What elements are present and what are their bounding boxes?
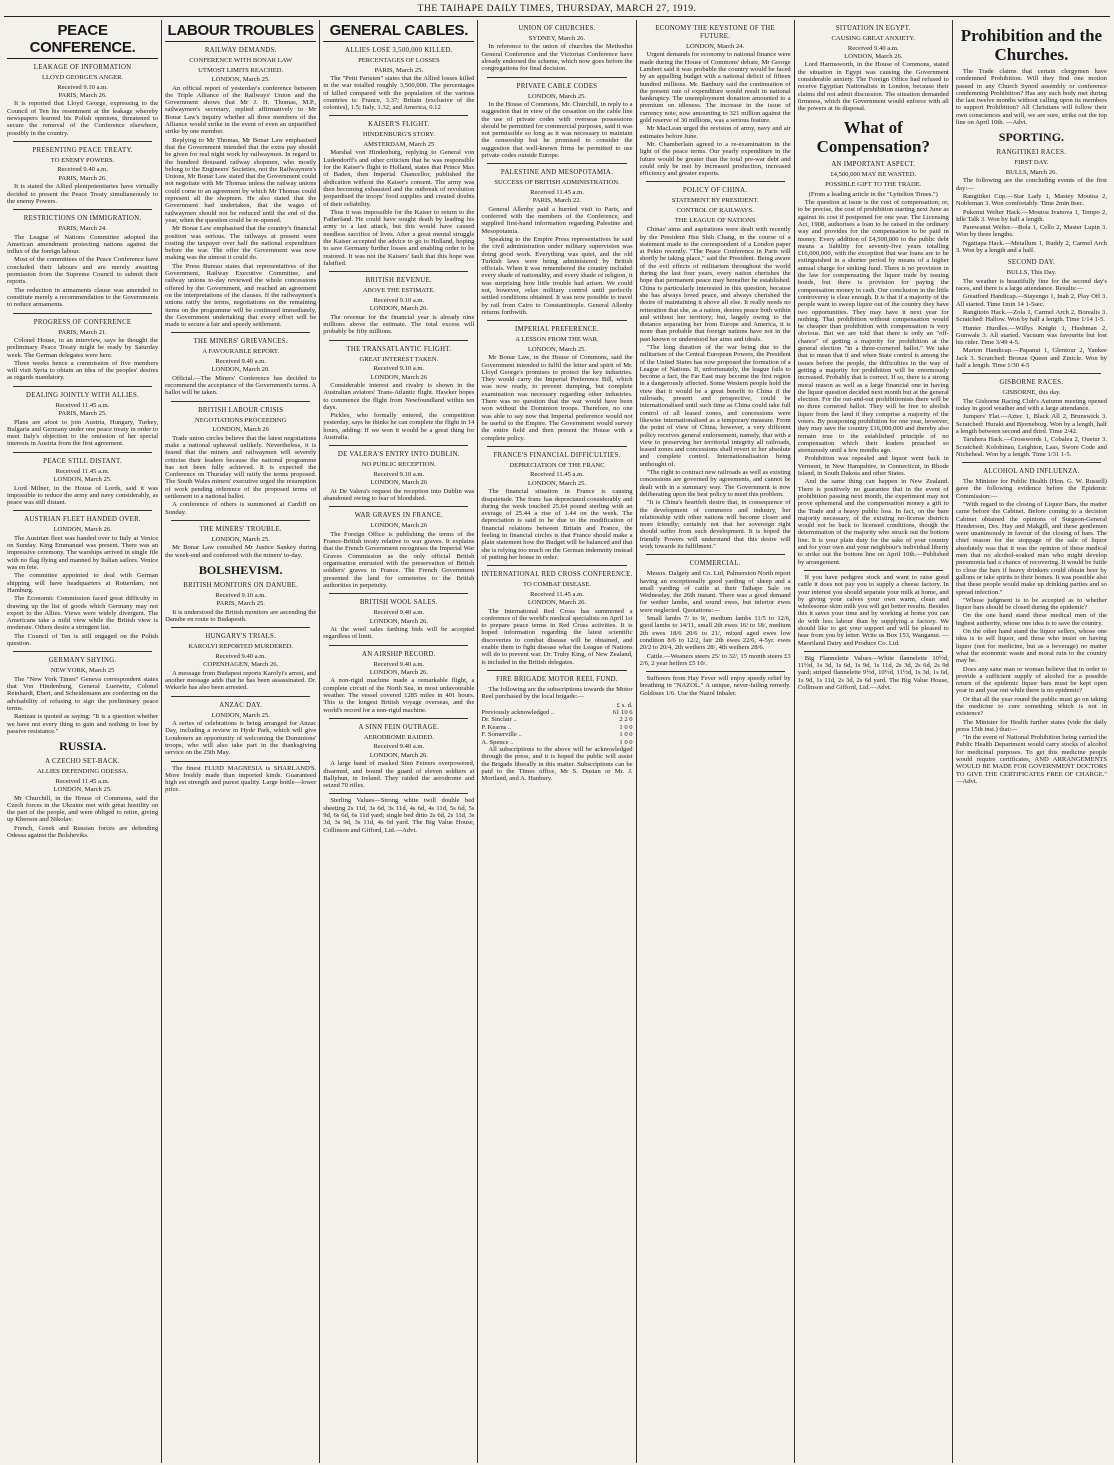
dateline: LONDON, March 25. <box>527 479 587 487</box>
headline: PROGRESS OF CONFERENCE <box>33 318 132 326</box>
received-line: Received 9.40 a.m. <box>57 166 108 174</box>
source-note: (From a leading article in the "Lyttelton Times.") <box>808 190 938 198</box>
divider <box>487 163 626 164</box>
dateline: BULLS, March 26. <box>1005 168 1058 176</box>
column-6 <box>795 20 953 1463</box>
divider <box>13 651 152 652</box>
headline: AUSTRIAN FLEET HANDED OVER. <box>24 516 141 524</box>
received-line: Received 9.10 a.m. <box>373 365 425 373</box>
headline: SITUATION IN EGYPT. <box>835 25 911 32</box>
divider <box>962 462 1101 463</box>
divider <box>487 446 626 447</box>
subheadline: ALLIES DEFENDING ODESSA. <box>37 768 129 776</box>
divider <box>13 452 152 453</box>
article-paragraph: All subscriptions to the above will be acknowledged through the press, and it is hoped the public will assist the Brigade liberally in this matter. Subscriptions can be paid to the Times office, Mr S. Dustan or Mr. J. Mortland, and A. Hanbury. <box>481 745 633 783</box>
subscription-row: F. Somerville .. 1 0 0 <box>481 731 633 739</box>
divider <box>13 141 152 142</box>
article-paragraph: The Council of Ten is still engaged on the Polish question. <box>7 632 159 648</box>
article-paragraph: Parewanui Welter.—Bola 1, Cello 2, Master Lupin 3. Won by three lengths. <box>955 224 1107 239</box>
headline: GISBORNE RACES. <box>999 379 1064 387</box>
article-paragraph: Mr Bonar Law consulted Mr Justice Sankey during the week-end and conferred with the miners' to-day. <box>165 544 317 559</box>
section-title: LABOUR TROUBLES <box>165 22 316 42</box>
divider <box>171 696 310 697</box>
divider <box>487 565 626 566</box>
dateline: LONDON, March 26 <box>212 426 269 434</box>
divider <box>329 645 468 646</box>
dateline: LONDON, March 24. <box>686 43 745 50</box>
divider <box>329 506 468 507</box>
dateline: PARIS, March 24. <box>58 225 107 233</box>
divider <box>646 181 785 182</box>
advertisement: Sufferers from Hay Fever will enjoy speedy relief by breathing in "NAZOL." A unique, never-failing remedy. Goldoses 1/6. Use the Nazol Inhaler. <box>639 675 791 697</box>
subheadline: TO COMBAT DISEASE. <box>522 581 592 589</box>
divider <box>646 671 785 672</box>
headline: UNION OF CHURCHES. <box>518 25 596 32</box>
article-paragraph: A series of celebrations is being arranged for Anzac Day, including a review in Hyde Park, which will give Londoners an opportunity of welcoming the Dominions' troops, who will also take part in the thanksgiving service on the 25th May. <box>165 720 317 757</box>
dateline: PARIS, March 25. <box>58 410 107 418</box>
headline: PEACE STILL DISTANT. <box>43 457 123 465</box>
headline: FRANCE'S FINANCIAL DIFFICULTIES. <box>493 451 621 459</box>
subheadline: HINDENBURG'S STORY. <box>362 131 435 139</box>
divider <box>329 593 468 594</box>
dateline: LONDON, March 26. <box>53 526 112 534</box>
article-paragraph: A non-rigid machine made a remarkable flight, a complete circuit of the North Sea, in most unfavourable weather. The vessel covered 1285 miles in 401 hours. This is the longest British voyage overseas, and the world's record for a non-rigid machine. <box>323 677 475 714</box>
article-paragraph: A large band of masked Sinn Feiners overpowered, disarmed, and bound the guard of eleven soldiers at Ballyhun, in Ireland. They raided the aerodrome and seized 70 rifles. <box>323 760 475 790</box>
dateline: LONDON, March 25. <box>211 76 270 84</box>
subheadline: £4,500,000 MAY BE WASTED. <box>830 171 917 179</box>
received-line: Received 9.10 a.m. <box>373 470 425 478</box>
article-paragraph: The reduction in armaments clause was amended to constitute merely a recommendation to the Governments to reduce armaments. <box>7 286 159 309</box>
article-paragraph: Messrs. Dalgety and Co. Ltd, Palmerston North report having an exceptionally good yarding of sheep and a small yarding of cattle at their Taihape Sale on Wednesday, the 26th instant. There was a good demand for wether lambs, and sound ewes, but inferior ewes were neglected. Quotations:— <box>639 570 791 614</box>
subheadline: PERCENTAGES OF LOSSES <box>358 57 440 64</box>
article-paragraph: The following are the subscriptions towards the Motor Reel purchased by the local brigade:— <box>481 685 633 701</box>
article-paragraph: The question at issue is the cost of compensation; or, to be precise, the cost of prohibition starting next June as against its cost if postponed for one year. The Licensing Act, 1908, authorises a loan to be raised in the ordinary way and provides for the compensation to be paid in money. Every addition of £4,500,000 to the public debt means a liability for seventy-five years totalling £16,000,000, with the exception that war loans are to be extinguished in a shorter period by means of a higher annual charge for sinking fund. There is no provision in the law for compensating the liquor trade by issuing bonds, but there is provision for paying the compensation money in cash. Our conclusion in the little controversy is clear enough. It is that if a majority of the people want to sweep liquor out of the country they have two opportunities. They may have it next year for nothing. That prohibition without compensation would be cheaper than prohibition with compensation is very obvious. But we are told that there is only an "off-chance" of getting a majority for prohibition at the general election "in a three-cornered ballot." We take that to mean that if and when State control is among the issues before the people, the difficulties in the way of getting a majority for prohibition will be enormously increased. Probably that is correct. If so, there is a strong moral reason as well as a large financial one in having the liquor question decided next month but at the general election. For the out-and-out prohibitionists there will be no three cornered ballot. They will be free to abolish liquor from the land if they comprise a majority of the voters. By postponing prohibition for one year, however, they may save the country £16,000,000 and thereby also remain true to the established principle of no compensation which their leaders preached so strenuously until a few months ago. <box>797 199 949 455</box>
dateline: PARIS, March 26. <box>58 174 107 182</box>
divider <box>329 718 468 719</box>
divider <box>13 510 152 511</box>
column-1 <box>4 20 162 1463</box>
divider <box>804 570 943 571</box>
headline: GERMANY SHYING. <box>48 657 117 665</box>
subheadline: AERODROME RAIDED. <box>363 733 434 741</box>
divider <box>13 386 152 387</box>
received-line: Received 9.40 a.m. <box>373 660 425 668</box>
headline: ECONOMY THE KEYSTONE OF THE FUTURE. <box>655 25 775 40</box>
divider <box>487 320 626 321</box>
received-line: Received 9.10 a.m. <box>57 83 108 91</box>
article-paragraph: The "Petit Parisien" states that the Allied losses killed in the war totalled roughly 3,500,000. The percentages of killed compared with the population of the various countries is: France, 3.37; Britain (exclusive of the colonies), 1.5; Italy, 1.32; and America, 0.12 <box>323 75 475 112</box>
article-paragraph: It is understood the British monitors are ascending the Danube en route to Budapesth. <box>165 608 317 624</box>
divider <box>329 445 468 446</box>
article-paragraph: Mr Churchill, in the House of Commons, said the Czech forces in the Ukraine met with great hostility on the part of the people, and were obliged to retire, giving up Kherson and Nikolav. <box>7 794 159 824</box>
article-paragraph: Thus it was impossible for the Kaiser to return to the Fatherland. He could have sought death by leading his army to a last attack, but this would have caused needless sacrifice of lives. After a great mental struggle the Kaiser accepted the advice to go to Holland, hoping to save Germany further losses and enabling order to be restored. It was not the Kaisers' fault that this hope was falsified. <box>323 208 475 267</box>
subscription-row: A. Spence .. 1 0 0 <box>481 738 633 746</box>
article-paragraph: Marshal von Hindenburg, replying to General von Ludendorff's and other criticism that he was responsible for the Kaiser's flight to Holland, states that Prince Max of Baden, then Imperial Chancellor, published the abdication without the Kaiser's consent. The army was then becoming exhausted and the outbreak of revolution jeopardised the troops' food supplies and created doubts of their reliability. <box>323 149 475 208</box>
article-paragraph: Rantzau is quoted as saying: "It is a question whether we have not every thing to gain and nothing to lose by passive resistance." <box>7 713 159 735</box>
dateline: LONDON, March 26 <box>370 373 428 381</box>
article-paragraph: The Minister for Health further states (vide the daily press 15th inst.) that:— <box>955 718 1107 733</box>
subheadline: FIRST DAY. <box>1014 159 1049 167</box>
headline: DE VALERA'S ENTRY INTO DUBLIN. <box>337 451 460 459</box>
subheadline: UTMOST LIMITS REACHED. <box>198 66 284 74</box>
headline: DEALING JOINTLY WITH ALLIES. <box>26 391 140 399</box>
dateline: LONDON, March 26 <box>370 522 428 530</box>
article-paragraph: The Gisborne Racing Club's Autumn meeting opened today in good weather and with a large attendance. <box>955 397 1107 413</box>
article-paragraph: It is stated the Allied plenipotentiaries have virtually decided to present the Peace Treaty simultaneously to the enemy Powers. <box>7 183 159 205</box>
headline: A SINN FEIN OUTRAGE. <box>358 723 440 731</box>
received-line: Received 11.45 a.m. <box>55 401 110 409</box>
subheadline: THE LEAGUE OF NATIONS <box>674 216 756 224</box>
article-paragraph: Taruhera Hack.—Crosswords 1, Cobalea 2, Ouetur 3. Scratched: Kolohinau, Leighton, Lass, Swore Code and Nicheheal. Won by a length. Time 1/31 1-5. <box>955 436 1107 458</box>
article-paragraph: Urgent demands for economy to national finance were made during the House of Commons' debate, Mr George Lambert said it was probable the country would be faced by an appalling budget with a national deficit of fifteen hundred millions. Mr. Banbury said the continuation of the present rate of expenditure would result in national bankruptcy. The unemployment donation amounted to a premium on idleness. The increase in the issue of currency note, now amounting to 321 million against the gold reserve of 30 millions, was a serious feature. <box>639 51 791 125</box>
currency-header: £ s. d. <box>616 701 633 709</box>
headline: THE MINERS' GRIEVANCES. <box>193 338 288 346</box>
dateline: LONDON, March 26. <box>369 617 428 625</box>
divider <box>329 340 468 341</box>
dateline: LONDON, March 26 <box>370 479 428 487</box>
subscription-row: P. Kearns .. 1 0 0 <box>481 723 633 731</box>
dateline: LONDON, March 25. <box>211 535 270 543</box>
headline: IMPERIAL PREFERENCE. <box>515 326 599 334</box>
dateline: LONDON, March 25. <box>527 92 587 100</box>
columns <box>4 20 1110 1463</box>
received-line: Received 11.45 a.m. <box>55 777 110 785</box>
headline: BRITISH REVENUE. <box>365 277 433 285</box>
subheadline: GREAT INTEREST TAKEN. <box>359 355 439 363</box>
dateline: PARIS, March 25. <box>374 66 424 74</box>
headline: BRITISH MONITORS ON DANUBE. <box>183 581 299 589</box>
article-paragraph: Mr. Chamberlain agreed to a re-examination in the light of the peace terms. Our yearly expenditure in the future would be greater than the total pre-war debt and could only be met by increased production, increased efficiency and greater exports. <box>639 140 791 178</box>
article-paragraph: An official report of yesterday's conference between the Triple Alliance of the Railways' Union and the Government shows that Mr J. H. Thomas, M.P., railwaymen's secretary, replied affirmatively to Mr Bonar Law's inquiry whether all three members of the Alliance would strike in the event of even an unjustified strike by one member. <box>165 84 317 136</box>
dateline: LONDON, March 25. <box>211 711 270 719</box>
headline: PALESTINE AND MESOPOTAMIA. <box>500 169 614 177</box>
section-title: What of Compensation? <box>816 118 930 157</box>
subheadline: SUCCESS OF BRITISH ADMINISTRATION. <box>494 179 620 187</box>
subheadline: NO PUBLIC RECEPTION. <box>361 461 436 469</box>
article-paragraph: The committee appointed to deal with German shipping will have headquarters at Rotterdam, not Hamburg. <box>7 572 159 594</box>
headline: POLICY OF CHINA. <box>682 187 748 195</box>
article-paragraph: A conference of others is summoned at Cardiff on Sunday. <box>165 501 317 516</box>
article-paragraph: Or that all the year round the public must go on taking the medicine to cure something which is not in existence? <box>955 695 1107 718</box>
dateline: SYDNEY, March 26. <box>528 35 586 42</box>
article-paragraph: General Allenby paid a hurried visit to Paris, and conferred with the members of the Conference, and supplied first-hand information regarding Palestine and Mesopotamia. <box>481 205 633 235</box>
headline: LEAKAGE OF INFORMATION <box>33 64 132 71</box>
article-paragraph: It is reported that Lloyd George, expressing to the Council of Ten his resentment at the leakage whereby newspapers learned his Polish opinions, threatened to secure the removal of the Conference elsewhere, possibly in the country. <box>7 100 159 137</box>
dateline: LONDON, March 25. <box>53 786 112 794</box>
headline: AN IMPORTANT ASPECT. <box>831 161 916 169</box>
divider <box>171 627 310 628</box>
divider <box>487 77 626 78</box>
article-paragraph: Mr MacLean urged the revision of army, navy and air estimates before June. <box>639 125 791 140</box>
masthead: THE TAIHAPE DAILY TIMES, THURSDAY, MARCH 27, 1919. <box>4 2 1110 17</box>
dateline: PARIS, March 21. <box>58 328 107 336</box>
subheadline: NEGOTIATIONS PROCEEDING <box>195 416 287 424</box>
column-2 <box>162 20 320 1463</box>
subheadline: A LESSON FROM THE WAR. <box>515 336 599 344</box>
dateline: PARIS, March 25. <box>216 600 265 608</box>
divider <box>962 373 1101 374</box>
headline: FIRE BRIGADE MOTOR REEL FUND. <box>496 675 618 683</box>
headline: RANGITIKEI RACES. <box>996 149 1067 157</box>
headline: AN AIRSHIP RECORD. <box>362 650 436 658</box>
article-paragraph: The Minister for Public Health (Hon. G. W. Russell) gave the following evidence before the Epidemic Commission:— <box>955 478 1107 500</box>
dateline: PARIS, March 26. <box>58 92 107 99</box>
headline: ANZAC DAY. <box>219 701 263 709</box>
advertisement: Sterling Values—Strong white twill double bed sheeting 2s 11d, 3s 6d, 3s 11d, 4s 6d, 4s 11d, 5s 6d, 5s 9d, 6s 6d, 6s 11d yard; single bed ditto 2s 6d, 2s 11d, 3s 3d, 3s 9d, 3s 11d, 4s 6d yard. The Big Value House, Collinson and Gifford, Ltd.—Advt. <box>323 797 475 834</box>
headline: ALLIES LOSE 3,500,000 KILLED. <box>345 47 453 54</box>
article-paragraph: Trade union circles believe that the latest negotiations make a national upheaval unlikely. Nevertheless, it is feared that the miners and railwaymen will severely criticise their leaders because the national programme has not been fully achieved. It is expected the Conference on Thursday will ratify the terms proposed. The South Wales miners' executive urged the resumption of work pending reference of the proposed terms of settlement to a national ballot. <box>165 434 317 501</box>
received-line: Received 9.40 a.m. <box>847 44 899 52</box>
article-paragraph: Official.—The Miners' Conference has decided to recommend the acceptance of the Government's terms. A ballot will be taken. <box>165 374 317 397</box>
article-paragraph: On the one hand stand these medical men of the highest authority, whose one idea is to save the country. <box>955 612 1107 627</box>
article-paragraph: The Foreign Office is publishing the terms of the France-British treaty relative to war graves. It explains that the French Government recognises the Imperial War Graves Commission as the only official British organisation entrusted with the preservation of British soldiers' graves in France. The French Government presented the land for cemeteries to the British authorities in perpetuity. <box>323 530 475 589</box>
received-line: Received 9.10 a.m. <box>215 591 267 599</box>
article-paragraph: "The right to contract new railroads as well as existing concessions are governed by agreements, and cannot be dealt with in a summary way. The Government is now deliberating upon the best policy to meet this problem. <box>639 469 791 498</box>
article-paragraph: The Austrian fleet was handed over to Italy at Venice on Sunday. King Emmanuel was present. There was an impressive ceremony. The warships arrived in single file with no flag flying and manned by Italian sailors. Venice was en fete. <box>7 534 159 572</box>
dateline: PARIS, March 22. <box>532 197 582 205</box>
article-paragraph: Lord Milner, in the House of Lords, said it was impossible to reduce the army and navy considerably, as peace was still distant. <box>7 484 159 507</box>
received-line: Received 9.40 a.m. <box>373 743 425 751</box>
subscription-row: Previously acknowledged .. 61 10 6 <box>481 708 633 716</box>
divider <box>329 793 468 794</box>
article-paragraph: Considerable interest and rivalry is shown in the Australian aviators' Trans-Atlantic flight. Hawker hopes to commence the flight from Newfoundland within ten days. <box>323 381 475 411</box>
subheadline: LLOYD GEORGE'S ANGER. <box>41 74 124 81</box>
article-paragraph: In the House of Commons, Mr. Churchill, in reply to a suggestion that in view of the cessation on the cable line the use of private codes with overseas possessions should be permitted for commercial purposes, said it was not permissible so long as it was necessary to maintain the censorship but he promised to consider the suggestion that well-known firms be permitted to use private codes outside Europe. <box>481 101 633 160</box>
column-3 <box>320 20 478 1463</box>
section-title: RUSSIA. <box>59 739 107 754</box>
article-paragraph: At the wool sales farthing bids will be accepted regardless of limit. <box>323 625 475 641</box>
article-paragraph: A message from Budapest reports Karolyi's arrest, and another message adds that he has been assassinated. Dr. Wekerle has also been arrested. <box>165 669 317 692</box>
dateline: BULLS, This Day. <box>1006 269 1057 277</box>
divider <box>171 332 310 333</box>
subscription-row: Dr. Sinclair .. 2 2 0 <box>481 716 633 724</box>
article-paragraph: Replying to Mr Thomas, Mr Bonar Law emphasised that the Government intended that the extra pay should be given for real night work by railwaymen. In regard to the hundred thousand railway shopmen, who mostly belong to the Engineers' Societies, not the Railwaymen's Unions, Mr Bonar Law stated that the Government could not negotiate with Mr Thomas unless the railway unions could come to an agreement by which Mr Thomas could represent all the shopmen. He also stated that the Government had undertaken, that the wages of railwaymen should not be reduced until the end of the year, when the question could be re-opened. <box>165 136 317 224</box>
article-paragraph: The "New York Times" Geneva correspondent states that Von Hindenburg, General Luetwitz, Colonel Reinhardt, Ebert, and Scheidemann are conferring on the advisability of refusing to sign the preliminary peace terms. <box>7 675 159 712</box>
dateline: COPENHAGEN, March 26. <box>203 661 279 669</box>
article-paragraph: Prohibition was repealed and liquor went back in Vermont, in New Hampshire, in Connecticut, in Rhode Island, in South Dakota and other States. <box>797 455 949 478</box>
divider <box>804 651 943 652</box>
article-paragraph: Rangitoto Hack.—Zola 1, Carmel Arch 2, Borealis 3. Scratched: Hallow. Won by half a length. Time 1/14 1-5. <box>955 308 1107 324</box>
divider <box>171 761 310 762</box>
advertisement: Big Flannelette Values—White flannelette 10½d, 11½d, 1s 3d, 1s 6d, 1s 9d, 1s 11d, 2s 3d, 2s 6d, 2s 9d yard; striped flannelette 9½d, 10½d, 11½d, 1s 3d, 1s 6d, 1s 9d, 1s 11d, 2s 3d, 2s 6d yard. The Big Value House, Collinson and Gifford, Ltd.—Advt. <box>797 654 949 692</box>
headline: KAISER'S FLIGHT. <box>368 121 430 129</box>
divider <box>487 670 626 671</box>
column-4 <box>478 20 636 1463</box>
article-paragraph: "In the event of National Prohibition being carried the Public Health Department would carry stocks of alcohol for medicinal purposes. To get this medicine people would require certificates, AND ARRANGEMENTS WOULD BE MADE FOR GOVERNMENT DOCTORS TO GIVE THE CERTIFICATES FREE OF CHARGE." —Advt. <box>955 734 1107 785</box>
dateline: AMSTERDAM, March 25 <box>363 141 435 149</box>
headline: COMMERCIAL. <box>689 560 741 568</box>
article-paragraph: The weather is beautifully fine for the second day's races, and there is a large attendance. Results:— <box>955 277 1107 293</box>
dateline: GISBORNE, this day. <box>1002 389 1061 397</box>
article-paragraph: The Press Bureau states that representatives of the Government, Railway Executive Committee, and railway unions to-day reviewed the whole concessions offered by the Government, and reached an agreement on the interpretations of the clauses. If the railwaymen's unions ratify the terms, negotiations on the remaining items on the programme will be continued immediately, the Government undertaking that every effort will be made to secure a fair and speedy settlement. <box>165 262 317 329</box>
subheadline: ABOVE THE ESTIMATE. <box>362 287 435 295</box>
divider <box>329 271 468 272</box>
headline: SECOND DAY. <box>1007 259 1055 267</box>
subheadline: CONFERENCE WITH BONAR LAW <box>189 57 293 64</box>
article-paragraph: Small lambs 7/ to 9/, medium lambs 11/5 to 12/6, good lambs to 14/11, small 2th ewes 16/ to 18/, medium 2th ewes 18/6 20/6 to 21/, mixed aged ewes low condition 8/6 to 12/2, fair 2th ewes 22/6, 4-5yr. ewes 20/2 to 20/4, 2th wethers 28/, 4th wethers 28/6. <box>639 615 791 652</box>
dateline: LONDON, March 20. <box>211 366 270 374</box>
article-paragraph: Colonel House, in an interview, says he thought the preliminary Peace Treaty might be ready by Saturday week. The German delegates were here. <box>7 336 159 359</box>
article-paragraph: "Whose judgment is to be accepted as to whether liquor bars should be closed during the epidemic? <box>955 596 1107 612</box>
article-paragraph: French, Greek and Russian forces are defending Odessa against the Bolsheviks. <box>7 824 159 839</box>
article-paragraph: Pickles, who formally entered, the competition yesterday, says he thinks he can complete the flight in 14 hours, adding: If we won it would be a great thing for Australia. <box>323 412 475 442</box>
article-paragraph: And the same thing can happen in New Zealand. There is positively no guarantee that in the event of prohibition passing next month, the experiment may not prove ephemeral and the compensation money a gift to the Trade and a heavy public loss. In fact, on the bare majority necessary, of the existing no-license districts would not be back to licensed conditions, though the determination of the majority who struck out the bottom line. It is your plain duty for the sake of your country and for your own and your neighbour's individual liberty to strike out the bottom line on April 10th.—Published by arrangement. <box>797 478 949 566</box>
article-paragraph: The financial situation in France is causing disquietude. The franc has depreciated considerably and during the week touched 25.64 pound sterling with an average of 25.44 a rise of 1.44 on the week. The depreciation is said to be due to the modification of financial relations between Britain and France, the feeling in financial circles is that France should make a plain statement how the Budget will be balanced and that she is relying too much on the German indemnity instead of putting her house in order. <box>481 488 633 561</box>
headline: HUNGARY'S TRIALS. <box>205 633 277 641</box>
article-paragraph: Jumpers' Flat.—Aztec 1, Black All 2, Brunswick 3. Scratched: Huraki and Bjorneborg. Won by a length, half a length between second and third. Time 2/42. <box>955 413 1107 435</box>
subheadline: POSSIBLE GIFT TO THE TRADE. <box>825 181 922 189</box>
subheadline: CAUSING GREAT ANXIETY. <box>831 35 915 42</box>
article-paragraph: Pukenui Welter Hack.—Moutoa Ivanova 1, Tempo 2, Idle Talk 3. Won by half a length. <box>955 208 1107 223</box>
article-paragraph: The following are the concluding events of the first day:— <box>955 177 1107 192</box>
article-paragraph: Three weeks hence a commission of five members will visit Syria to obtain an idea of the peoples' desires as regards mandatory. <box>7 359 159 382</box>
subheadline: TO ENEMY POWERS. <box>50 156 115 164</box>
article-paragraph: "The long duration of the war being due to the militarism of the Central European Powers, the President of the United States has now proposed the formation of a League of Nations. If, unfortunately, the league fails to become a fact, the Far East may become the first region in a dangerously affected. Some Western people hold the view that it would be a great benefit to China if the railroads, present and prospective, could be internationalised until such time as China could take full control of all leased zones, and concessions were likewise internationalised as a temporary measure. From the point of view of China, however, a very different policy receives general endorsement, namely, that with a view to preserving her territorial integrity all railroads, leased zones and concessions shall revert to her absolute and complete control. Internationalisation being unthought of. <box>639 343 791 468</box>
headline: ALCOHOL AND INFLUENZA. <box>983 468 1080 476</box>
divider <box>329 115 468 116</box>
article-paragraph: Mr Bonar Law, in the House of Commons, said the Government intended to fulfil the letter and spirit of Mr. Lloyd George's promises to protect the key industries. They would carry the Imperial Preference Bill, which was now ready, to prevent dumping, but complete examination was necessary regarding other industries. There was no question that the war would have been won without the Dominion troops. Therefore, no one was able to say now that Imperial preference would not be useful to the Empire. The Government would survey the entire field and then present the House with a complete policy. <box>481 354 633 442</box>
article-paragraph: Mr Bonar Law emphasised that the country's financial position was serious. The railways at present were costing the taxpayer over half the national expenditure before the war. The offer the Government was now making was the utmost it could do. <box>165 225 317 262</box>
headline: BRITISH LABOUR CRISIS <box>198 406 284 414</box>
received-line: Received 9.10 a.m. <box>373 296 425 304</box>
headline: BRITISH WOOL SALES. <box>359 599 438 607</box>
received-line: Received 9.40 a.m. <box>215 652 267 660</box>
headline: THE MINERS' TROUBLE. <box>199 525 282 533</box>
article-paragraph: On the other hand stand the liquor sellers, whose one idea is to sell liquor, and those who insist on having liquor (not for medicine, but as a beverage) no matter what the economic waste and moral ruin to the country may be. <box>955 628 1107 665</box>
article-paragraph: Chinas' aims and aspirations were dealt with recently by the President Hsu Shih Chang, in the course of a statement made to the correspondent of a London paper at Pekin recently. "The Peace Conference in Paris will shortly be taking place," said the President. Being aware of the evil effects of militarism throughout the world during the last four years, every nation cherishes the hope that permanent peace may hereafter be established. China is particularly interested in this question, because she has always loved peace, and always cherished the desire of maintaining it above all else. It really needs no reiteration that she, as a nation, desires peace both within and without her territory; but, largely owing to the distance separating her from Europe and America, it is more than probable that foreign nations have not in the past known or understood her aims and ideals. <box>639 226 791 343</box>
headline: RAILWAY DEMANDS. <box>204 47 277 54</box>
article-paragraph: Rangitikei Cup.—Star Lady 1, Mastey Moutoa 2, Nobleman 3. Won comfortably. Time 2min 8sec. <box>955 192 1107 208</box>
advertisement: If you have pedigree stock and want to raise good cattle it does not pay you to supply a cheese factory. In your interest you should separate your milk at home, and by giving your calves your own warm, clean and wholesome skim milk you will get better results. Besides this it saves your time and by working at home you can do with less labour than by supplying a factory. We should like to get your support and will be pleased to hear from you by letter. Write us Box 153, Wanganui. —Maoriland Dairy and Produce Co. Ltd. <box>797 573 949 647</box>
dateline: LONDON, March 26. <box>369 305 428 313</box>
column-5 <box>637 20 795 1463</box>
headline: INTERNATIONAL RED CROSS CONFERENCE. <box>481 571 633 579</box>
received-line: Received 11.45 a.m. <box>530 590 584 598</box>
article-paragraph: Plans are afoot to join Austria, Hungary, Turkey, Bulgaria and Germany under one peace treaty in order to meet Italy's objection to the omission of her special interests in Austria from the first agreement. <box>7 418 159 448</box>
divider <box>13 313 152 314</box>
article-paragraph: "With regard to the closing of Liquor Bars, the matter came before the Cabinet. Before coming to a decision Cabinet obtained the opinions of Surgeon-General Henderson, Drs. Hay and Makgill, and these gentlemen were unanimously in favour of the closing of bars. The chief reason for the stoppage of the sale of liquor absolutely was that it was the opinion of these medical men that no alcohol-soaked man who might develop pneumonia had a chance of recovering. It would be futile to close the bars if heavy drinkers could obtain beer by gallons or take spirits to their homes. It was possible also that these people would make up drinking parties and so spread infection." <box>955 500 1107 596</box>
article-paragraph: Ngatiapa Hack.—Metallum 1, Ruddy 2, Carmel Arch 3. Won by a length and a half. <box>955 239 1107 255</box>
article-paragraph: Marton Handicap.—Papanui 1, Glentour 2, Yankee Jack 3. Scratched: Bronze Queen and Zinicle. Won by half a length. Time 1/30 4-5 <box>955 347 1107 370</box>
received-line: Received 11.45 a.m. <box>530 471 584 479</box>
dateline: LONDON, March 26. <box>844 53 903 60</box>
dateline: LONDON, March 25. <box>53 476 112 484</box>
article-paragraph: At De Valera's request the reception into Dublin was abandoned owing to fear of bloodshed. <box>323 487 475 503</box>
dateline: LONDON, March 26. <box>369 751 428 759</box>
divider <box>13 209 152 210</box>
article-paragraph: Most of the committees of the Peace Conference have concluded their labours and are merely awaiting permission from the Supreme Council to submit their reports. <box>7 256 159 286</box>
section-title: SPORTING. <box>998 130 1065 145</box>
article-paragraph: In reference to the union of churches the Methodist General Conference and the Victorian Conference have already endorsed the scheme, which now goes before the congregations for final decision. <box>481 43 633 73</box>
divider <box>171 401 310 402</box>
section-title: Prohibition and the Churches. <box>960 26 1103 64</box>
article-paragraph: "It is China's heartfelt desire that, in consequence of the development of commerce and industry, her relationship with other nations will become closer and more friendly; certainly not that her sovereign right should suffer from such development. It is hoped the friendly Powers will understand that this desire will work towards its fulfilment." <box>639 499 791 550</box>
subheadline: KAROLYI REPORTED MURDERED. <box>188 643 294 651</box>
headline: A CZECHO SET-BACK. <box>45 758 120 766</box>
subheadline: DEPRECIATION OF THE FRANC <box>509 461 605 469</box>
article-paragraph: Lord Harmsworth, in the House of Commons, stated the situation in Egypt was causing the Government considerable anxiety. The Foreign Office had refused to receive Egyptian Nationalists in London, because their claims did not admit discussion. The situation demanded firmness, which the Government would enforce with all the powers at its disposal. <box>797 61 949 113</box>
advertisement: The finest FLUID MAGNESIA is SHARLAND'S. More freshly made than imported kinds. Guaranteed high est strength and purest quality. Large bottle—lower price. <box>165 764 317 794</box>
article-paragraph: Cattle.—Weaners steers 25/ to 32/, 15 month steers £3 2/6, 2 year heifers £5 10/. <box>639 652 791 667</box>
section-title: BOLSHEVISM. <box>198 562 283 577</box>
article-paragraph: The Trade claims that certain clergymen have condemned Prohibition. Will they find one motion passed in any Church Synod assembly or conference condemning Prohibition? Has any such body met during the last twelve months without calling upon its members to support Prohibition? All Christians will follow their own consciences and will, we are sure, strike out the top line on April 10th. —Advt. <box>955 68 1107 127</box>
dateline: LONDON, March 26. <box>369 668 428 676</box>
received-line: Received 11.45 a.m. <box>530 188 584 196</box>
column-7 <box>953 20 1110 1463</box>
section-title: GENERAL CABLES. <box>323 22 474 42</box>
section-title: PEACE CONFERENCE. <box>7 22 158 59</box>
subheadline: STATEMENT BY PRESIDENT. <box>671 197 759 205</box>
headline: PRIVATE CABLE CODES <box>516 82 598 90</box>
headline: WAR GRAVES IN FRANCE. <box>354 512 444 520</box>
received-line: Received 9.40 a.m. <box>215 357 267 365</box>
article-paragraph: The Economic Commission faced great difficulty in drawing up the list of goods which Germany may not export to the Allies. Views were widely divergent. The Americans take a mild view while the British view is moderate. Others desire a stringent list. <box>7 595 159 632</box>
dateline: LONDON, March 26. <box>527 599 587 607</box>
article-paragraph: The International Red Cross has summoned a conference of the world's medical specialists on April 1st to prepare peace terms in Red Cross activities. It is hoped information regarding the latest scientific discoveries to combat disease will be obtained, and enable them to fight disease what the League of Nations will do to prevent war. Dr. Truby King, of New Zealand, is included in the British delegates. <box>481 607 633 666</box>
headline: PRESENTING PEACE TREATY. <box>32 146 133 154</box>
received-line: Received 9.40 a.m. <box>373 609 425 617</box>
headline: RESTRICTIONS ON IMMIGRATION. <box>23 215 142 223</box>
divider <box>646 554 785 555</box>
subheadline: A FAVOURABLE REPORT. <box>202 348 280 356</box>
divider <box>171 520 310 521</box>
received-line: Received 11.45 a.m. <box>55 467 110 475</box>
article-paragraph: Does any sane man or woman believe that in order to provide a sufficient supply of alcohol for a possible return of the epidemic liquor bars must be kept open year in and year out while there is no epidemic? <box>955 665 1107 695</box>
subheadline: CONTROL OF RAILWAYS. <box>676 207 754 215</box>
article-paragraph: Greatford Handicap.—Stayengo 1, Inah 2, Play Off 3. All started. Time 1min 14 1-5sec. <box>955 293 1107 308</box>
article-paragraph: Hunter Hurdles.—Willys Knight 1, Hushman 2, Gunwale 3. All started. Vacuum was favourite but lost his rider. Time 3/49 4-5. <box>955 324 1107 347</box>
headline: THE TRANSATLANTIC FLIGHT. <box>346 345 452 353</box>
article-paragraph: Speaking to the Empire Press representatives he said the civil administration under military supervision was doing good work. Everything was quiet, and the old Turkish laws were being administered by British officials. When it was remembered the country included every shade of nationality, and every shade of religion, it was surprising how little trouble had arisen. We could not, however, relax military control until perfectly settled conditions obtained. It was now possible to travel by rail from Cairo to Constantinople. General Allenby returns forthwith. <box>481 235 633 316</box>
dateline: LONDON, March 25. <box>527 345 587 353</box>
dateline: NEW YORK, March 25 <box>50 667 115 675</box>
article-paragraph: The revenue for the financial year is already nine millions above the estimate. The total excess will probably be fifty millions. <box>323 313 475 336</box>
article-paragraph: The League of Nations Committee adopted the American amendment protecting nations against the influx of the foreign labour. <box>7 233 159 256</box>
